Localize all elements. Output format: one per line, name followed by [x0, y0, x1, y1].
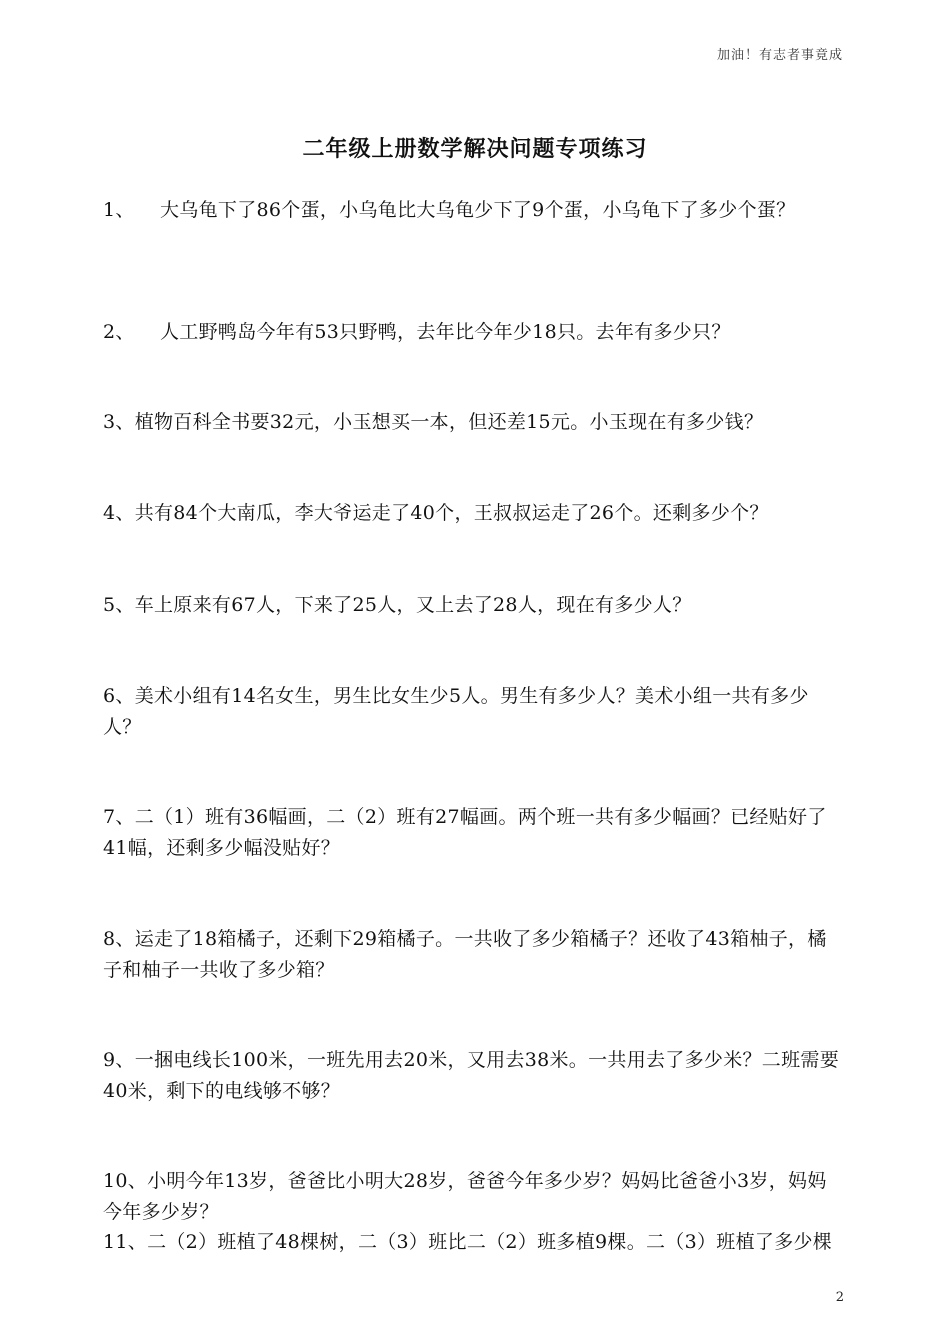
page-number: 2 [835, 1290, 844, 1305]
question-11: 11、二（2）班植了48棵树，二（3）班比二（2）班多植9棵。二（3）班植了多少棵 [103, 1231, 833, 1253]
question-8: 8、运走了18箱橘子，还剩下29箱橘子。一共收了多少箱橘子？还收了43箱柚子，橘子和柚子一共收了多少箱？ [103, 928, 827, 981]
question-7: 7、二（1）班有36幅画，二（2）班有27幅画。两个班一共有多少幅画？已经贴好了41幅，还剩多少幅没贴好？ [103, 806, 827, 859]
question-2 [103, 317, 843, 348]
question-10: 10、小明今年13岁，爸爸比小明大28岁，爸爸今年多少岁？妈妈比爸爸小3岁，妈妈今年多少岁？ [103, 1170, 827, 1223]
question-number: 2、 [103, 321, 135, 343]
question-6: 6、美术小组有14名女生，男生比女生少5人。男生有多少人？美术小组一共有多少人？ [103, 685, 809, 738]
question-3: 3、植物百科全书要32元，小玉想买一本，但还差15元。小玉现在有多少钱？ [103, 411, 764, 433]
question-4: 4、共有84个大南瓜，李大爷运走了40个，王叔叔运走了26个。还剩多少个？ [103, 502, 769, 524]
question-text: 人工野鸭岛今年有53只野鸭，去年比今年少18只。去年有多少只？ [160, 321, 731, 343]
question-1 [103, 195, 843, 226]
question-5: 5、车上原来有67人，下来了25人，又上去了28人，现在有多少人？ [103, 594, 692, 616]
question-text: 大乌龟下了86个蛋，小乌龟比大乌龟少下了9个蛋，小乌龟下了多少个蛋？ [160, 199, 796, 221]
question-9: 9、一捆电线长100米，一班先用去20米，又用去38米。一共用去了多少米？二班需要40米，剩下的电线够不够？ [103, 1049, 840, 1102]
question-number: 1、 [103, 199, 135, 221]
header-motto: 加油！有志者事竟成 [716, 48, 843, 63]
page-title: 二年级上册数学解决问题专项练习 [302, 136, 648, 162]
